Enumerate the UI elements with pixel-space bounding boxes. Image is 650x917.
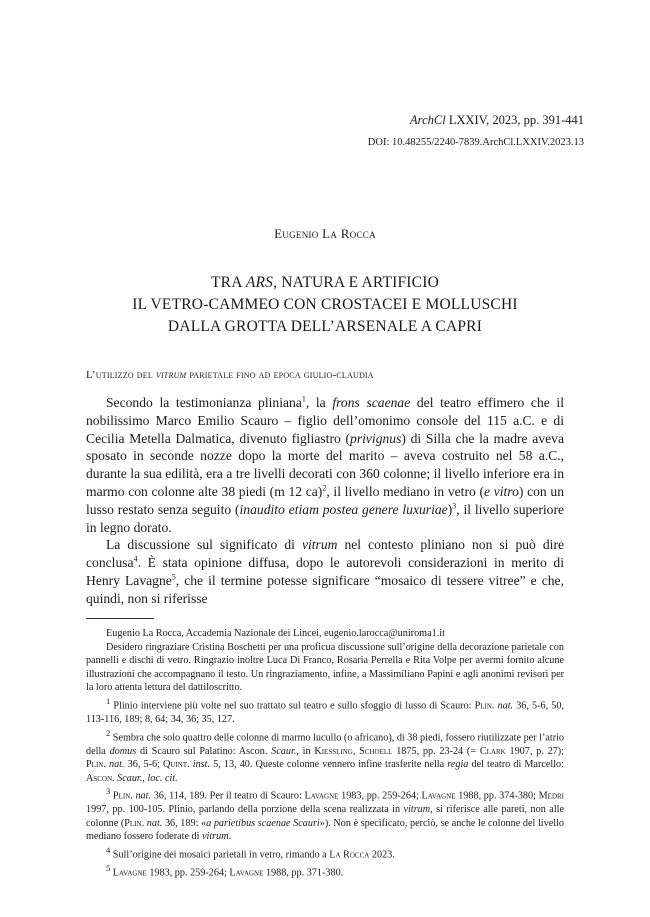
footnotes [86,627,564,880]
footnote-ref[interactable]: 4 [133,554,138,564]
footnote-ref[interactable]: 1 [301,394,306,404]
journal-volume-pages: LXXIV, 2023, pp. 391-441 [445,113,584,127]
footnote-ref[interactable]: 5 [171,572,176,582]
footnote-ref[interactable]: 2 [322,483,327,493]
author-name: Eugenio La Rocca [274,226,376,241]
paragraph-1: Secondo la testimonianza pliniana$^1$, la frons scaenae del teatro effimero che il nobilissimo Marco Emilio Scauro – figlio dell’omonimo console del 115 a.C. e di Cecilia Metella Dalmatica, divenuto figliastro (privignus) di Silla che la madre aveva sposato in seconde nozze dopo la morte del marito – aveva costruito nel 58 a.C., durante la sua edilità, era a tre livelli decorati con 360 colonne; il livello inferiore era in marmo con colonne alte 38 piedi (m 12 ca)$^2$, il livello mediano in vetro (e vitro) con un lusso restato senza seguito (inaudito etiam postea genere luxuriae)$^3$, il livello superiore in legno dorato. [86,394,564,535]
footnote-3: $^3$ Plin. nat. 36, 114, 189. Per il teatro di Scauro: Lavagne 1983, pp. 259-264; Lavagne 1988, pp. 374-380; Medri 1997, pp. 100-105. Plinio, parlando della porzione della scena realizzata in vitrum, si riferisce alle pareti, non alle colonne (Plin. nat. 36, 189: «a parietibus scaenae Scauri»). Non è specificato, perciò, se anche le colonne del livello mediano fossero foderate di vitrum. [86,786,565,843]
footnote-2: $^2$ Sembra che solo quattro delle colonne di marmo lucullo (o africano), di 38 piedi, fossero riutilizzate per l’atrio della domus di Scauro sul Palatino: Ascon. Scaur., in Kiessling, Schoell 1875, pp. 23-24 (= Clark 1907, p. 27); Plin. nat. 36, 5-6; Quint. inst. 5, 13, 40. Queste colonne vennero infine trasferite nella regia del teatro di Marcello: Ascon. Scaur., loc. cit. [86,727,565,784]
title-line-3: DALLA GROTTA DELL’ARSENALE A CAPRI [167,318,483,335]
footnote-divider [86,618,154,619]
footnote-ref[interactable]: 3 [452,501,457,511]
title-line-1: TRA ARS, NATURA E ARTIFICIO [211,274,439,291]
footnote-5: $^5$ Lavagne 1983, pp. 259-264; Lavagne 1988, pp. 371-380. [106,863,344,879]
doi: DOI: 10.48255/2240-7839.ArchCl.LXXIV.2023.13 [367,137,584,148]
journal-citation [410,113,584,128]
body-text [86,394,564,608]
footnote-4: $^4$ Sull’origine dei mosaici parietali in vetro, rimando a La Rocca 2023. [106,845,395,861]
paragraph-2: La discussione sul significato di vitrum nel contesto pliniano non si può dire conclusa$^4$. È stata opinione diffusa, dopo le autorevoli considerazioni in merito di Henry Lavagne$^5$, che il termine potesse significare “mosaico di tessere vitree” e che, quindi, non si riferisse [86,537,565,606]
footnote-1: $^1$ Plinio interviene più volte nel suo trattato sul teatro e sullo sfoggio di lusso di Scauro: Plin. nat. 36, 5-6, 50, 113-116, 189; 8, 64; 34, 36; 35, 127. [86,695,564,725]
article-title [0,272,650,338]
journal-abbreviation: ArchCl [410,113,446,127]
title-line-2: IL VETRO-CAMMEO CON CROSTACEI E MOLLUSCHI [132,296,518,313]
author-affiliation: Eugenio La Rocca, Accademia Nazionale dei Lincei, eugenio.larocca@uniroma1.it [106,628,445,639]
section-heading: L’utilizzo del vitrum parietale fino ad epoca giulio-claudia [86,369,374,381]
acknowledgements: Desidero ringraziare Cristina Boschetti per una proficua discussione sull’origine della decorazione parietale con pannelli e dischi di vetro. Ringrazio inoltre Luca Di Franco, Rosaria Perrella e Rita Volpe per avermi fornito alcune illustrazioni che accompagnano il testo. Un ringraziamento, infine, a Massimiliano Papini e agli anonimi revisori per la loro attenta lettura del dattiloscritto. [86,641,564,694]
